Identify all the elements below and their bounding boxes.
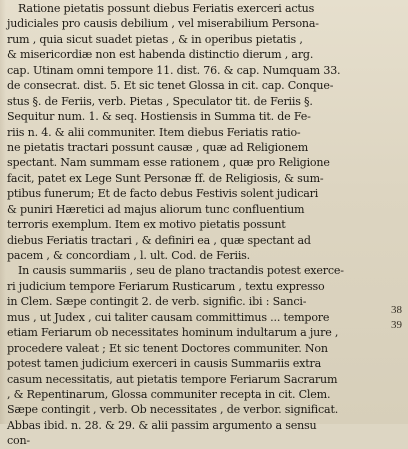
document-text	[7, 1, 377, 449]
text-line: casum necessitatis, aut pietatis tempore Feriarum Sacrarum	[7, 372, 338, 386]
marginal-number: 38	[391, 304, 402, 316]
text-line: stus §. de Feriis, verb. Pietas , Speculator tit. de Feriis §.	[7, 94, 313, 108]
text-line: cap. Utinam omni tempore 11. dist. 76. & cap. Numquam 33.	[7, 63, 341, 77]
text-line: , & Repentinarum, Glossa communiter recepta in cit. Clem.	[7, 387, 331, 401]
text-line: Sæpe contingit , verb. Ob necessitates , de verbor. significat.	[7, 403, 339, 417]
text-line: spectant. Nam summam esse rationem , quæ pro Religione	[7, 156, 330, 170]
text-line: procedere valeat ; Et sic tenent Doctores communiter. Non	[7, 341, 328, 355]
marginal-number: 39	[391, 319, 402, 331]
text-line: Sequitur num. 1. & seq. Hostiensis in Summa tit. de Fe-	[7, 110, 311, 124]
text-line: ne pietatis tractari possunt causæ , quæ ad Religionem	[7, 140, 309, 154]
text-line: de consecrat. dist. 5. Et sic tenet Glossa in cit. cap. Conque-	[7, 79, 334, 93]
text-line: rum , quia sicut suadet pietas , & in operibus pietatis ,	[7, 32, 303, 46]
text-line: diebus Feriatis tractari , & definiri ea , quæ spectant ad	[7, 233, 311, 247]
text-line: Abbas ibid. n. 28. & 29. & alii passim argumento a sensu	[7, 418, 317, 432]
text-line: ptibus funerum; Et de facto debus Festivis solent judicari	[7, 187, 319, 201]
text-line: & puniri Hæretici ad majus aliorum tunc confluentium	[7, 202, 305, 216]
text-line: facit, patet ex Lege Sunt Personæ ff. de Religiosis, & sum-	[7, 171, 324, 185]
text-line: riis n. 4. & alii communiter. Item diebus Feriatis ratio-	[7, 125, 301, 139]
text-line: etiam Feriarum ob necessitates hominum indultarum a jure ,	[7, 326, 339, 340]
text-line: judiciales pro causis debilium , vel miserabilium Persona-	[7, 17, 319, 31]
text-line: pacem , & concordiam , l. ult. Cod. de Feriis.	[7, 249, 250, 262]
text-line: ri judicium tempore Feriarum Rusticarum , textu expresso	[7, 279, 325, 293]
text-line: & misericordiæ non est habenda distinctio dierum , arg.	[7, 48, 314, 62]
text-line: Ratione pietatis possunt diebus Feriatis exerceri actus	[18, 2, 315, 15]
page-edge-shadow	[0, 0, 6, 424]
text-line: In causis summariis , seu de plano tractandis potest exerce-	[18, 264, 344, 278]
text-line: in Clem. Sæpe contingit 2. de verb. signific. ibi : Sanci-	[7, 295, 307, 309]
text-line: mus , ut Judex , cui taliter causam committimus ... tempore	[7, 310, 330, 324]
text-line: potest tamen judicium exerceri in causis Summariis extra	[7, 357, 322, 371]
text-line: con-	[7, 434, 30, 448]
text-line: terroris exemplum. Item ex motivo pietatis possunt	[7, 218, 286, 232]
